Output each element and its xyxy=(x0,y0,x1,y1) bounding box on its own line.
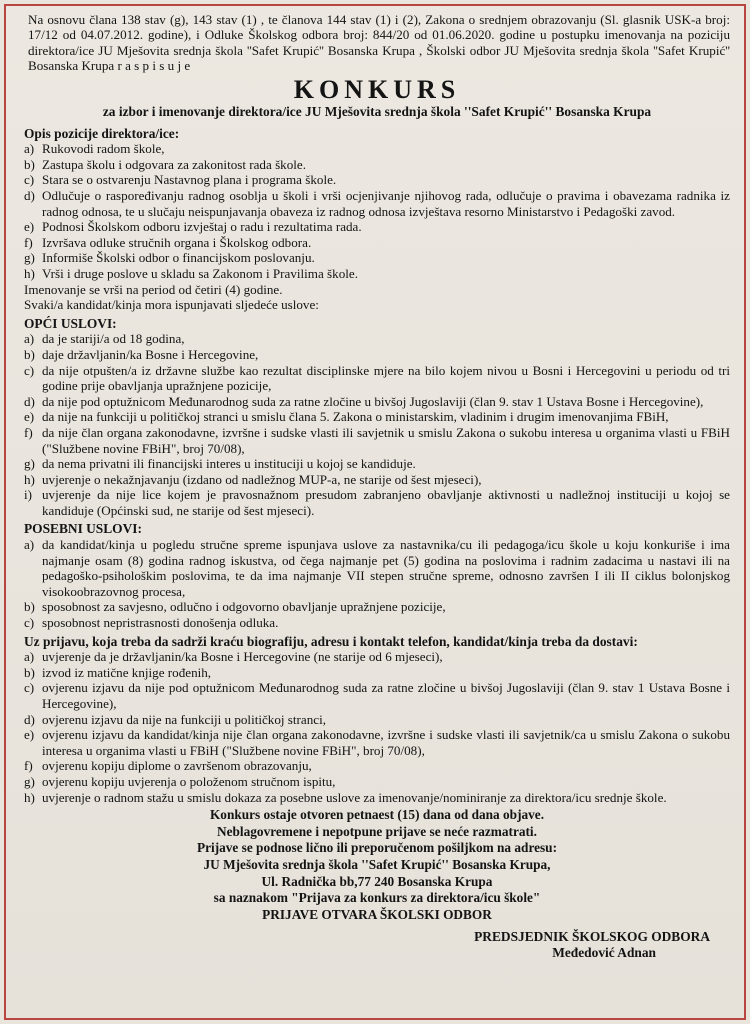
signature-role: PREDSJEDNIK ŠKOLSKOG ODBORA xyxy=(474,929,710,945)
list-item-text: daje državljanin/ka Bosne i Hercegovine, xyxy=(42,346,259,362)
closing-line: PRIJAVE OTVARA ŠKOLSKI ODBOR xyxy=(262,906,492,922)
list-item-letter: d) xyxy=(24,188,35,203)
list-item xyxy=(24,680,730,711)
list-item-letter: b) xyxy=(24,156,35,172)
list-item-text: ovjerenu izjavu da nije pod optužnicom Međunarodnog suda za ratne zločine u bivšoj Jugoslaviji (član 9. stav 1 Ustava Bosne i Hercegovine), xyxy=(42,680,730,711)
list-item-text: uvjerenje da nije lice kojem je pravosnažnom presudom zabranjeno obavljanje aktivnosti u nadležnoj instituciji u kojoj se kandiduje (Općinski sud, ne starije od šest mjeseci). xyxy=(42,487,730,518)
list-item-text: Stara se o ostvarenju Nastavnog plana i programa škole. xyxy=(42,172,337,188)
list-item xyxy=(24,409,730,425)
list-item xyxy=(24,219,730,235)
list-item xyxy=(24,774,730,790)
document-title: KONKURS xyxy=(293,74,461,104)
list-item-letter: g) xyxy=(24,250,35,266)
list-item xyxy=(24,665,730,681)
list-item-letter: b) xyxy=(24,346,35,362)
list-item-letter: b) xyxy=(24,599,35,615)
list-item-text: sposobnost nepristrasnosti donošenja odluka. xyxy=(42,615,279,631)
list-item xyxy=(24,790,730,806)
requirement-text: Svaki/a kandidat/kinja mora ispunjavati sljedeće uslove: xyxy=(24,297,319,313)
list-item-text: Informiše Školski odbor o financijskom poslovanju. xyxy=(42,250,315,266)
list-item-letter: c) xyxy=(24,615,35,631)
list-item-text: da nema privatni ili financijski interes u instituciji u kojoj se kandiduje. xyxy=(42,456,416,472)
list-item-text: sposobnost za savjesno, odlučno i odgovorno obavljanje upražnjene pozicije, xyxy=(42,599,446,615)
section-heading-dokumenti: Uz prijavu, koja treba da sadrži kraću biografiju, adresu i kontakt telefon, kandidat/kinja treba da dostavi: xyxy=(24,633,638,649)
list-item xyxy=(24,727,730,758)
intro-paragraph: Na osnovu člana 138 stav (g), 143 stav (1) , te članova 144 stav (1) i (2), Zakona o srednjem obrazovanju (Sl. glasnik USK-a broj: 17/12 od 04.07.2012. godine), i Odluke Školskog odbora broj: 844/20 od 01.06.2020. godine u postupku imenovanja na poziciju direktora/ice JU Mješovita srednja škola ''Safet Krupić'' Bosanska Krupa , Školski odbor JU Mješovita srednja škola ''Safet Krupić'' Bosanska Krupa r a s p i s u j e xyxy=(28,12,730,74)
posebni-list xyxy=(24,537,730,631)
list-item-text: Odlučuje o raspoređivanju radnog osoblja u školi i vrši ocjenjivanje njihovog rada, odlučuje o pravima i obavezama radnika iz radnog odnosa, te u slučaju neispunjavanja obaveza iz radnog odnosa izvještava resorno Ministarstvo i Pedagoški zavod. xyxy=(42,188,730,219)
list-item-text: Rukovodi radom škole, xyxy=(42,141,165,157)
closing-line: Neblagovremene i nepotpune prijave se neće razmatrati. xyxy=(217,823,537,839)
list-item-text: da nije član organa zakonodavne, izvršne i sudske vlasti ili savjetnik u smislu Zakona o sukobu interesa u organima vlasti u FBiH ("Službene novine FBiH", broj 70/08), xyxy=(42,424,730,456)
list-item-letter: d) xyxy=(24,711,35,727)
list-item xyxy=(24,649,730,665)
closing-line: Prijave se podnose lično ili preporučenom pošiljkom na adresu: xyxy=(196,840,558,856)
signature-name: Međedović Adnan xyxy=(552,945,656,961)
list-item-letter: a) xyxy=(24,141,35,157)
section-heading-posebni: POSEBNI USLOVI: xyxy=(24,521,142,537)
list-item-letter: f) xyxy=(24,234,33,250)
dokumenti-list xyxy=(24,649,730,805)
list-item-letter: h) xyxy=(24,471,35,487)
list-item-letter: e) xyxy=(24,727,35,743)
list-item-text: ovjerenu izjavu da kandidat/kinja nije član organa zakonodavne, izvršne i sudske vlasti ili savjetnik/ca u smislu Zakona o sukobu interesa u organima vlasti u FBiH ("Službene novine FBiH", broj 70/08), xyxy=(42,727,730,758)
list-item xyxy=(24,599,730,615)
list-item-text: Zastupa školu i odgovara za zakonitost rada škole. xyxy=(42,156,306,172)
list-item-text: da nije na funkciji u političkoj stranci u smislu člana 5. Zakona o ministarskim, vladinim i drugim imenovanjima FBiH, xyxy=(42,409,669,425)
list-item-text: ovjerenu kopiju uvjerenja o položenom stručnom ispitu, xyxy=(42,773,336,789)
list-item-text: Podnosi Školskom odboru izvještaj o radu i rezultatima rada. xyxy=(42,219,362,235)
list-item-letter: c) xyxy=(24,362,35,378)
list-item-letter: h) xyxy=(24,265,35,281)
closing-line: Konkurs ostaje otvoren petnaest (15) dana od dana objave. xyxy=(209,807,545,823)
closing-line: Ul. Radnička bb,77 240 Bosanska Krupa xyxy=(261,873,493,889)
list-item-letter: a) xyxy=(24,331,35,347)
period-text: Imenovanje se vrši na period od četiri (4) godine. xyxy=(24,281,283,297)
opis-list xyxy=(24,141,730,281)
list-item-letter: b) xyxy=(24,664,35,680)
list-item xyxy=(24,472,730,488)
list-item xyxy=(24,157,730,173)
list-item xyxy=(24,487,730,518)
list-item-text: da kandidat/kinja u pogledu stručne spreme ispunjava uslove za nastavnika/cu ili pedagoga/icu škole u koju konkuriše i ima najmanje osam (8) godina radnog iskustva, od čega najmanje pet (5) godina na poslovima i radnim zadacima u nastavi ili na pedagoško-psihološkim poslovima, te da ima najmanje VII stepen stručne spreme, odnosno završen I ili II ciklus bolonjskog visokoobrazovnog procesa, xyxy=(42,537,730,599)
list-item xyxy=(24,615,730,631)
signature-block xyxy=(24,929,730,961)
list-item xyxy=(24,188,730,219)
list-item xyxy=(24,347,730,363)
list-item xyxy=(24,250,730,266)
list-item-letter: g) xyxy=(24,456,35,472)
konkurs-document xyxy=(4,4,746,1020)
closing-line: sa naznakom "Prijava za konkurs za direktora/icu škole" xyxy=(213,890,541,906)
list-item xyxy=(24,425,730,456)
list-item-text: ovjerenu kopiju diplome o završenom obrazovanju, xyxy=(42,758,312,774)
list-item-text: da je stariji/a od 18 godina, xyxy=(42,331,185,347)
list-item-text: izvod iz matične knjige rođenih, xyxy=(42,664,212,680)
list-item-letter: a) xyxy=(24,649,35,665)
list-item-text: uvjerenje da je državljanin/ka Bosne i Hercegovine (ne starije od 6 mjeseci), xyxy=(42,649,443,665)
list-item-letter: a) xyxy=(24,537,35,553)
list-item-letter: g) xyxy=(24,773,35,789)
list-item-text: uvjerenje o nekažnjavanju (izdano od nadležnog MUP-a, ne starije od šest mjeseci), xyxy=(42,471,482,487)
list-item xyxy=(24,141,730,157)
section-heading-opci: OPĆI USLOVI: xyxy=(24,315,117,331)
list-item-text: ovjerenu izjavu da nije na funkciji u političkoj stranci, xyxy=(42,711,326,727)
list-item xyxy=(24,394,730,410)
list-item xyxy=(24,537,730,599)
list-item-text: uvjerenje o radnom stažu u smislu dokaza za posebne uslove za imenovanje/nominiranje za direktora/icu srednje škole. xyxy=(42,789,667,805)
list-item-letter: c) xyxy=(24,172,35,188)
list-item-letter: f) xyxy=(24,758,33,774)
section-heading-opis: Opis pozicije direktora/ice: xyxy=(24,125,180,141)
opci-list xyxy=(24,331,730,518)
list-item-text: da nije otpušten/a iz državne službe kao rezultat disciplinske mjere na bilo kojem nivou u Bosni i Hercegovini u periodu od tri godine prije obavljanja upražnjene pozicije, xyxy=(42,362,730,394)
closing-line: JU Mješovita srednja škola ''Safet Krupić'' Bosanska Krupa, xyxy=(203,856,551,872)
list-item-letter: f) xyxy=(24,424,33,440)
list-item-letter: e) xyxy=(24,219,35,235)
list-item xyxy=(24,266,730,282)
list-item-letter: c) xyxy=(24,680,35,696)
document-subtitle: za izbor i imenovanje direktora/ice JU Mješovita srednja škola ''Safet Krupić'' Bosanska Krupa xyxy=(102,103,652,119)
list-item-text: da nije pod optužnicom Međunarodnog suda za ratne zločine u bivšoj Jugoslaviji (član 9. stav 1 Ustava Bosne i Hercegovine), xyxy=(42,393,704,409)
list-item-text: Vrši i druge poslove u skladu sa Zakonom i Pravilima škole. xyxy=(42,265,358,281)
list-item-letter: d) xyxy=(24,393,35,409)
list-item xyxy=(24,363,730,394)
closing-block xyxy=(24,807,730,923)
list-item xyxy=(24,331,730,347)
list-item-text: Izvršava odluke stručnih organa i Školskog odbora. xyxy=(42,234,312,250)
list-item xyxy=(24,235,730,251)
list-item-letter: e) xyxy=(24,409,35,425)
list-item xyxy=(24,758,730,774)
list-item xyxy=(24,456,730,472)
list-item xyxy=(24,712,730,728)
list-item-letter: h) xyxy=(24,789,35,805)
list-item-letter: i) xyxy=(24,487,32,503)
list-item xyxy=(24,172,730,188)
